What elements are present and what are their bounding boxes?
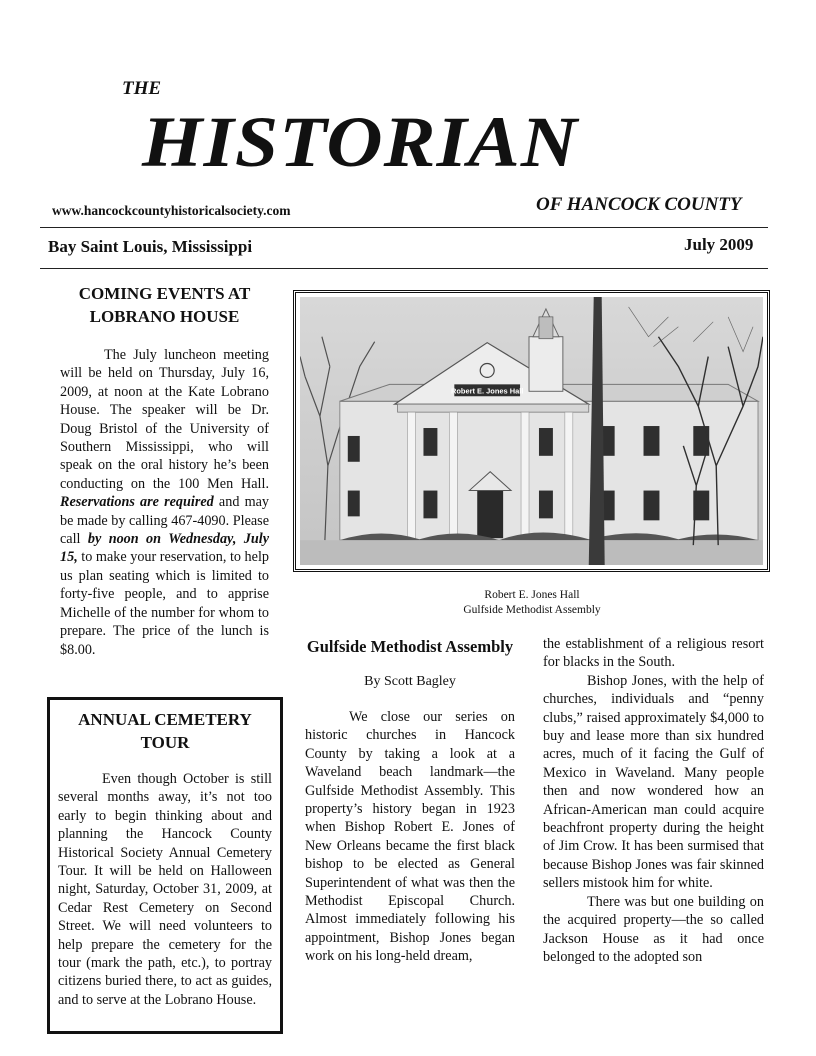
gulfside-paragraph-3: There was but one building on the acquired property—the so called Jackson House as it had once belonged to the adopted son (543, 893, 764, 965)
website-url[interactable]: www.hancockcountyhistoricalsociety.com (52, 203, 291, 218)
coming-events-article (60, 282, 269, 659)
jones-hall-photo (300, 297, 763, 565)
gulfside-paragraph-1-continued: the establishment of a religious resort for blacks in the South. (543, 636, 764, 671)
cemetery-tour-box (47, 697, 283, 1034)
events-text-c: and may be made by calling 467-4090. Please call (60, 494, 269, 548)
gulfside-byline: By Scott Bagley (364, 674, 456, 689)
masthead-rule-top (40, 227, 768, 228)
gulfside-paragraph-1: We close our series on historic churches in Hancock County by taking a look at a Waveland beach landmark—the Gulfside Methodist Assembly. This property’s history began in 1923 when Bishop Robert E. Jones of New Orleans became the first black bishop to be elected as General Superintendent of what was then the Methodist Episcopal Church. Almost immediately following his appointment, Bishop Jones began work on his long-held dream, (305, 709, 515, 965)
coming-events-body (60, 346, 269, 659)
gulfside-paragraph-2: Bishop Jones, with the help of churches, individuals and “penny clubs,” raised approximately $4,000 to buy and lease more than six hundred acres, much of it facing the Gulf of Mexico in Waveland. Many people then and now wondered how an African-American man could acquire beachfront property during the height of Jim Crow. It has been surmised that because Bishop Jones was fair skinned sellers mistook him for white. (543, 672, 764, 892)
events-text-a: The July luncheon meeting will be held on Thursday, July 16, 2009, at noon at the Kate Lobrano House. The speaker will be Dr. Doug Bristol of the University of Southern Mississippi, who will speak on the oral history he’s been conducting on the 100 Men Hall. (60, 347, 269, 492)
newsletter-subtitle: OF HANCOCK COUNTY (536, 194, 742, 215)
cemetery-tour-paragraph: Even though October is still several months away, it’s not too early to begin thinking about and planning the Hancock County Historical Society Annual Cemetery Tour. It will be held on Halloween night, Saturday, October 31, 2009, at Cedar Rest Cemetery on Second Street. We will need volunteers to help prepare the cemetery for the tour (mark the path, etc.), to portray citizens buried there, to act as guides, and to serve at the Lobrano House. (58, 771, 272, 1008)
photo-caption-line1: Robert E. Jones Hall (484, 589, 580, 601)
events-text-e: to make your reservation, to help us plan seating which is limited to forty-five people, and to apprise Michelle of the number for whom to prepare. The price of the lunch is $8.00. (60, 549, 269, 658)
events-deadline: by noon on Wednesday, July 15, (60, 531, 269, 566)
gulfside-heading: Gulfside Methodist Assembly (306, 637, 514, 656)
gulfside-body-col2 (543, 635, 764, 966)
issue-date: July 2009 (684, 235, 754, 254)
gulfside-body-col1 (305, 708, 515, 966)
photo-caption (360, 588, 704, 618)
cemetery-tour-body (58, 770, 272, 1009)
photo-caption-line2: Gulfside Methodist Assembly (463, 604, 601, 616)
masthead-the: THE (122, 78, 162, 99)
coming-events-heading: COMING EVENTS AT LOBRANO HOUSE (78, 284, 251, 326)
photo-frame (293, 290, 770, 572)
building-sign: Robert E. Jones Hall (450, 386, 524, 396)
events-reservations-required: Reservations are required (60, 494, 214, 511)
gulfside-article (305, 635, 515, 966)
location: Bay Saint Louis, Mississippi (48, 237, 253, 256)
cemetery-tour-heading: ANNUAL CEMETERY TOUR (78, 710, 252, 752)
masthead-rule-bottom (40, 268, 768, 269)
newsletter-title: HISTORIAN (142, 102, 579, 182)
